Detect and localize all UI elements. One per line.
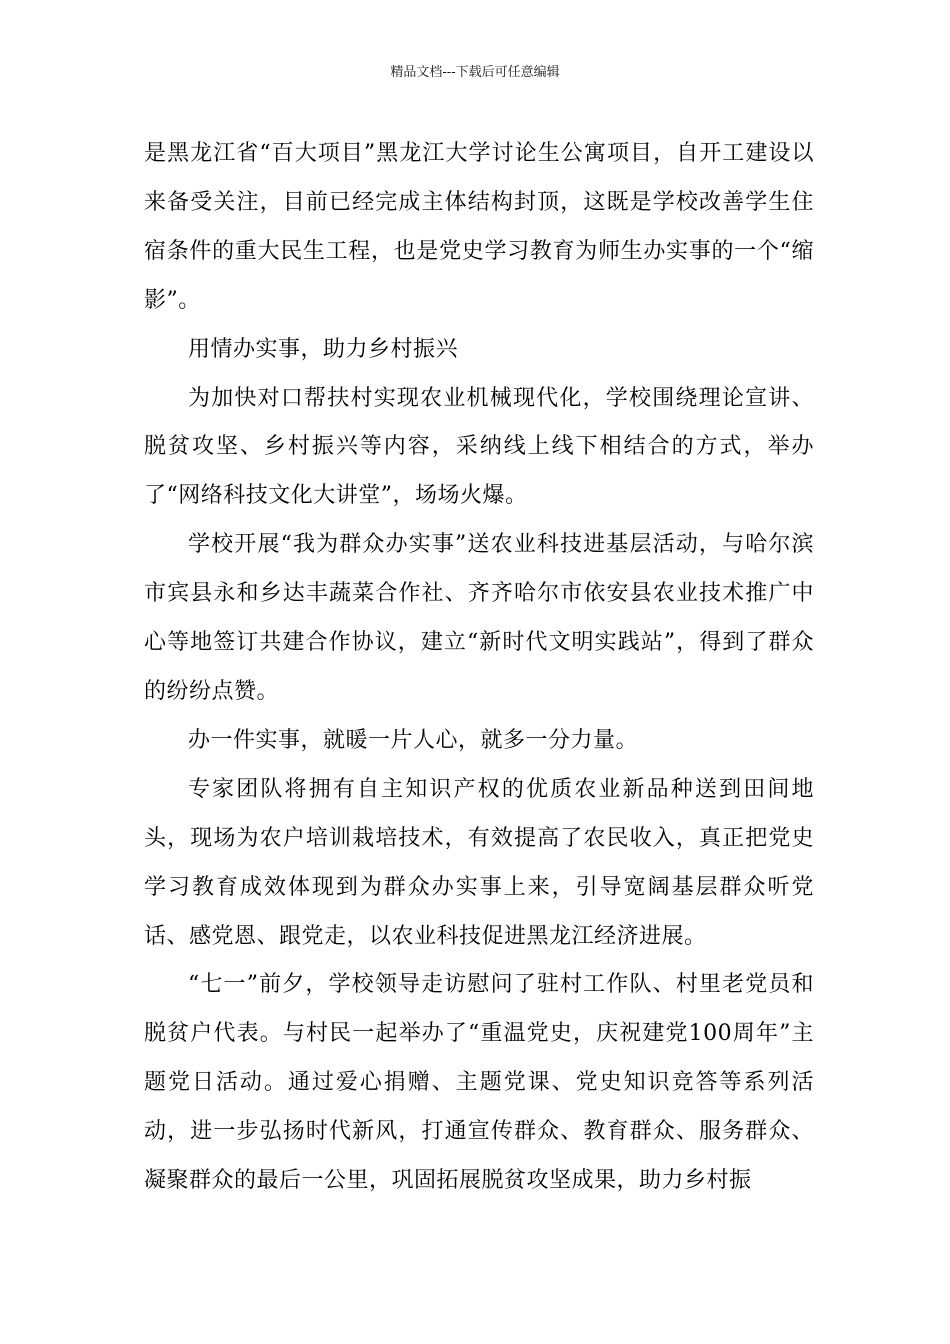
paragraph-2: 用情办实事，助力乡村振兴 xyxy=(188,336,459,362)
document-body xyxy=(144,130,814,1206)
paragraph-1: 是黑龙江省“百大项目”黑龙江大学讨论生公寓项目，自开工建设以来备受关注，目前已经完成主体结构封顶，这既是学校改善学生住宿条件的重大民生工程，也是党史学习教育为师生办实事的一个“缩影”。 xyxy=(144,141,814,313)
paragraph-6: 专家团队将拥有自主知识产权的优质农业新品种送到田间地头，现场为农户培训栽培技术，有效提高了农民收入，真正把党史学习教育成效体现到为群众办实事上来，引导宽阔基层群众听党话、感党恩、跟党走，以农业科技促进黑龙江经济进展。 xyxy=(144,776,814,949)
page-header: 精品文档---下载后可任意编辑 xyxy=(390,65,560,80)
paragraph-7: “七一”前夕，学校领导走访慰问了驻村工作队、村里老党员和脱贫户代表。与村民一起举办了“重温党史，庆祝建党100周年”主题党日活动。通过爱心捐赠、主题党课、党史知识竞答等系列活动，进一步弘扬时代新风，打通宣传群众、教育群众、服务群众、凝聚群众的最后一公里，巩固拓展脱贫攻坚成果，助力乡村振 xyxy=(144,972,814,1194)
paragraph-4: 学校开展“我为群众办实事”送农业科技进基层活动，与哈尔滨市宾县永和乡达丰蔬菜合作社、齐齐哈尔市依安县农业技术推广中心等地签订共建合作协议，建立“新时代文明实践站”，得到了群众的纷纷点赞。 xyxy=(144,532,814,704)
paragraph-3: 为加快对口帮扶村实现农业机械现代化，学校围绕理论宣讲、脱贫攻坚、乡村振兴等内容，采纳线上线下相结合的方式，举办了“网络科技文化大讲堂”，场场火爆。 xyxy=(144,385,814,509)
paragraph-5: 办一件实事，就暖一片人心，就多一分力量。 xyxy=(188,727,639,753)
